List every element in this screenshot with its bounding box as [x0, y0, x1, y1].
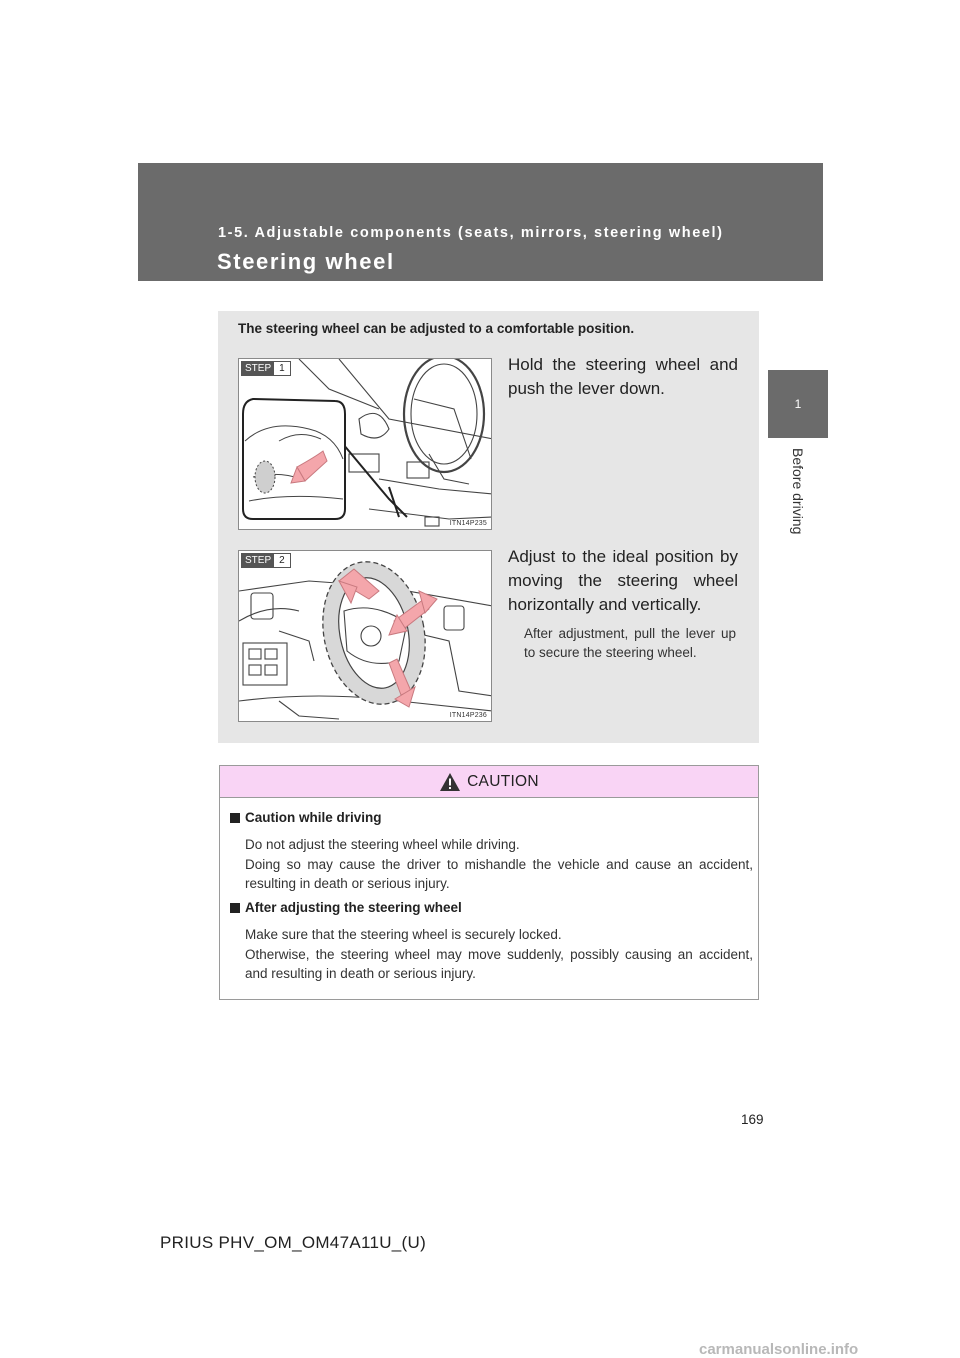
lever-illustration — [239, 359, 492, 530]
step-2-note: After adjustment, pull the lever up to secure the steering wheel. — [524, 626, 736, 660]
caution-item-2-body: Make sure that the steering wheel is securely locked. Otherwise, the steering wheel may move suddenly, possibly causing an accident, and resulting in death or serious injury. — [245, 927, 753, 981]
section-header — [138, 163, 823, 281]
document-id: PRIUS PHV_OM_OM47A11U_(U) — [160, 1233, 427, 1252]
section-label: 1-5. Adjustable components (seats, mirrors, steering wheel) — [218, 225, 724, 241]
intro-text: The steering wheel can be adjusted to a comfortable position. — [238, 321, 635, 336]
watermark: carmanualsonline.info — [699, 1341, 859, 1358]
caution-title: CAUTION — [467, 772, 539, 790]
step-1-badge: STEP 1 — [241, 361, 291, 376]
page-title: Steering wheel — [217, 249, 395, 274]
steering-adjust-illustration — [239, 551, 492, 722]
chapter-tab-number: 1 — [794, 397, 802, 411]
step-1-figure-code: ITN14P235 — [449, 520, 487, 527]
procedure-panel — [218, 311, 759, 743]
caution-box — [219, 765, 759, 1000]
step-1-text: Hold the steering wheel and push the lever down. — [508, 355, 738, 398]
warning-triangle-icon — [439, 772, 461, 792]
caution-item-1-body: Do not adjust the steering wheel while driving. Doing so may cause the driver to mishandle the vehicle and cause an accident, resulting in death or serious injury. — [245, 837, 753, 891]
caution-item-2-title: After adjusting the steering wheel — [230, 900, 462, 915]
page-number: 169 — [741, 1112, 764, 1127]
chapter-tab[interactable] — [768, 370, 828, 438]
caution-header — [220, 766, 758, 798]
chapter-tab-label: Before driving — [790, 448, 806, 535]
step-2-illustration — [238, 550, 492, 722]
bullet-square-icon — [230, 813, 240, 823]
step-2-text: Adjust to the ideal position by moving the steering wheel horizontally and vertically. — [508, 547, 738, 614]
step-1-illustration — [238, 358, 492, 530]
step-2-figure-code: ITN14P236 — [449, 712, 487, 719]
bullet-square-icon — [230, 903, 240, 913]
caution-item-1-title: Caution while driving — [230, 810, 382, 825]
step-2-badge: STEP 2 — [241, 553, 291, 568]
